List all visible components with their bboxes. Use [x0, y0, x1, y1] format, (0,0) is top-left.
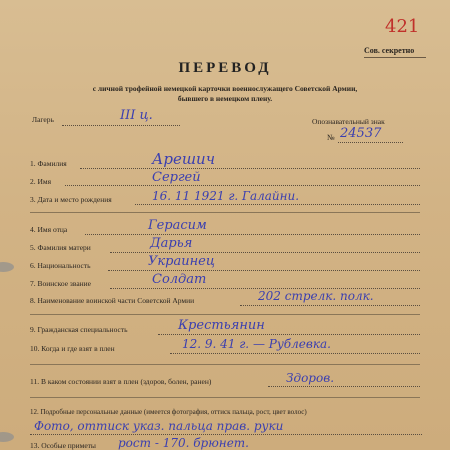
- field-value-condition: Здоров.: [286, 371, 335, 385]
- field-value-nationality: Украинец: [148, 254, 215, 269]
- field-line-name: [65, 185, 420, 186]
- field-value-capture: 12. 9. 41 г. — Рублевка.: [182, 337, 331, 351]
- field-line-father: [85, 234, 420, 235]
- field-label-condition: 11. В каком состоянии взят в плен (здоров, болен, ранен): [30, 377, 212, 386]
- punch-hole-top: [0, 262, 14, 272]
- camp-label: Лагерь: [32, 115, 54, 124]
- classification-underline: [364, 57, 426, 58]
- field-line-surname: [80, 168, 420, 169]
- field-line-profession: [158, 334, 420, 335]
- field-value-surname: Арешич: [152, 150, 216, 168]
- field-value-rank: Солдат: [152, 272, 207, 287]
- field-value-birth: 16. 11 1921 г. Галайни.: [152, 189, 300, 203]
- field-label-profession: 9. Гражданская специальность: [30, 325, 128, 334]
- camp-underline: [62, 125, 180, 126]
- page-title: ПЕРЕВОД: [178, 60, 272, 76]
- idmark-underline: [338, 142, 403, 143]
- section-divider-4: [30, 397, 420, 398]
- punch-hole-bottom: [0, 432, 14, 442]
- field-label-mother: 5. Фамилия матери: [30, 243, 91, 252]
- field-value-profession: Крестьянин: [178, 318, 265, 333]
- field-label-rank: 7. Воинское звание: [30, 279, 92, 288]
- subtitle-line-2: бывшего в немецком плену.: [177, 94, 273, 103]
- section-divider-2: [30, 314, 420, 315]
- field-label-surname: 1. Фамилия: [30, 159, 67, 168]
- stamp-number: 421: [385, 16, 420, 37]
- idmark-prefix: №: [327, 133, 335, 142]
- idmark-value: 24537: [340, 126, 382, 141]
- idmark-label: Опознавательный знак: [312, 117, 385, 126]
- field-value-marks: рост - 170. брюнет.: [118, 436, 249, 450]
- field-label-unit: 8. Наименование воинской части Советской Армии: [30, 296, 195, 305]
- classification-label: Сов. секретно: [364, 46, 415, 55]
- field-line-unit: [240, 305, 420, 306]
- field-label-name: 2. Имя: [30, 177, 52, 186]
- field-value-name: Сергей: [152, 170, 201, 185]
- field-line-birth: [135, 204, 420, 205]
- camp-value: III ц.: [120, 108, 153, 123]
- section-divider: [30, 212, 420, 213]
- field-value-unit: 202 стрелк. полк.: [258, 289, 374, 303]
- subtitle-line-1: с личной трофейной немецкой карточки военнослужащего Советской Армии,: [92, 84, 358, 93]
- field-label-nationality: 6. Национальность: [30, 261, 91, 270]
- field-label-birth: 3. Дата и место рождения: [30, 195, 112, 204]
- field-label-father: 4. Имя отца: [30, 225, 68, 234]
- field-label-capture: 10. Когда и где взят в плен: [30, 344, 115, 353]
- field-value-personal-data: Фото, оттиск указ. пальца прав. руки: [34, 419, 284, 433]
- field-line-capture: [170, 353, 420, 354]
- field-line-mother: [110, 252, 420, 253]
- field-value-mother: Дарья: [150, 236, 193, 251]
- section-divider-3: [30, 364, 420, 365]
- field-line-condition: [268, 386, 420, 387]
- field-label-personal-data: 12. Подробные персональные данные (имеется фотография, оттиск пальца, рост, цвет волос): [30, 408, 307, 416]
- field-line-nationality: [108, 270, 420, 271]
- field-value-father: Герасим: [148, 218, 207, 233]
- field-label-marks: 13. Особые приметы: [30, 441, 96, 450]
- field-line-personal-data: [30, 434, 422, 435]
